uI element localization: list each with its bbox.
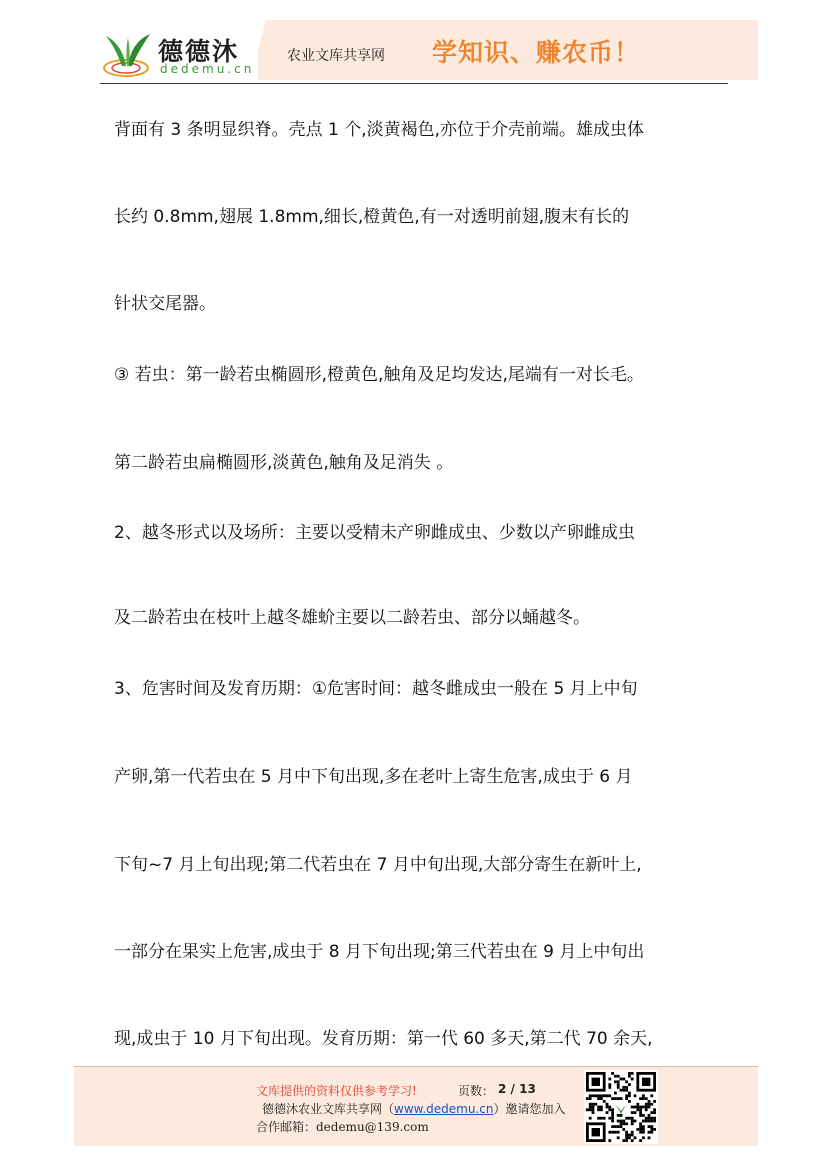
footer-notice: 文库提供的资料仅供参考学习! xyxy=(256,1084,417,1098)
page-header xyxy=(0,0,827,86)
page-footer xyxy=(74,1066,758,1146)
logo-sprout-icon xyxy=(100,28,156,80)
header-divider xyxy=(100,83,728,84)
logo-name: 德德沐 xyxy=(158,37,240,66)
body-line: 第二龄若虫扁椭圆形,淡黄色,触角及足消失 。 xyxy=(114,453,454,473)
site-logo[interactable] xyxy=(100,28,260,82)
site-label: 农业文库共享网 xyxy=(287,48,385,64)
invite-prefix: 德德沐农业文库共享网（ xyxy=(262,1102,395,1116)
footer-divider xyxy=(74,1066,758,1067)
body-line: 背面有 3 条明显织脊。壳点 1 个,淡黄褐色,亦位于介壳前端。雄成虫体 xyxy=(114,120,645,140)
page-count-label: 页数： xyxy=(458,1084,495,1098)
body-line: 产卵,第一代若虫在 5 月中下旬出现,多在老叶上寄生危害,成虫于 6 月 xyxy=(114,767,633,787)
body-line: 下旬~7 月上旬出现;第二代若虫在 7 月中旬出现,大部分寄生在新叶上, xyxy=(114,855,642,875)
body-line: 及二龄若虫在枝叶上越冬雄蚧主要以二龄若虫、部分以蛹越冬。 xyxy=(114,608,590,628)
qr-code-icon xyxy=(584,1070,658,1144)
footer-invite xyxy=(262,1100,566,1117)
body-line: 一部分在果实上危害,成虫于 8 月下旬出现;第三代若虫在 9 月上中旬出 xyxy=(114,942,645,962)
logo-domain: dedemu.cn xyxy=(160,62,255,76)
header-slogan: 学知识、赚农币！ xyxy=(432,38,641,67)
invite-suffix: ）邀请您加入 xyxy=(493,1102,566,1116)
body-line: 现,成虫于 10 月下旬出现。发育历期：第一代 60 多天,第二代 70 余天, xyxy=(114,1029,653,1049)
body-line: ③ 若虫：第一龄若虫椭圆形,橙黄色,触角及足均发达,尾端有一对长毛。 xyxy=(114,365,644,385)
body-line: 2、越冬形式以及场所：主要以受精未产卵雌成虫、少数以产卵雌成虫 xyxy=(114,523,635,543)
body-line: 长约 0.8mm,翅展 1.8mm,细长,橙黄色,有一对透明前翅,腹末有长的 xyxy=(114,207,630,227)
footer-email: 合作邮箱：dedemu@139.com xyxy=(256,1120,429,1134)
body-line: 3、危害时间及发育历期：①危害时间：越冬雌成虫一般在 5 月上中旬 xyxy=(114,679,638,699)
site-link[interactable]: www.dedemu.cn xyxy=(394,1102,494,1116)
page-count: 2 / 13 xyxy=(498,1082,536,1096)
body-line: 针状交尾器。 xyxy=(114,294,216,314)
